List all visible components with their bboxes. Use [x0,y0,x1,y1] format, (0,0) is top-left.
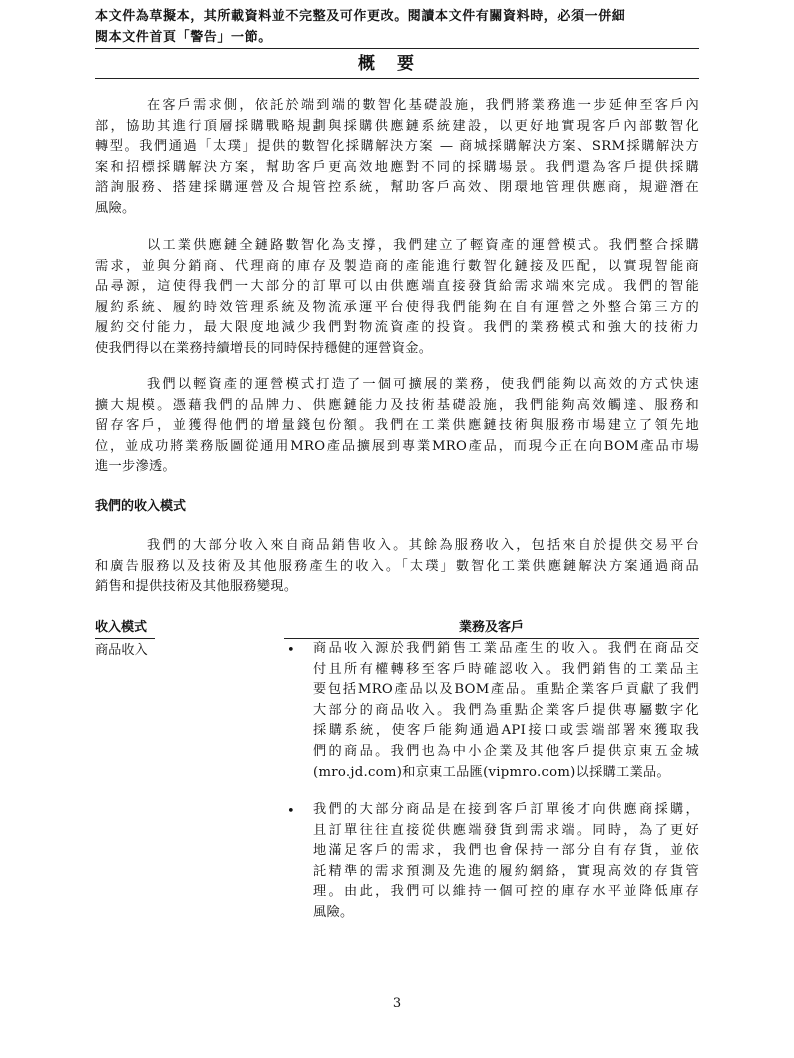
paragraph-line: 以工業供應鏈全鏈路數智化為支撐，我們建立了輕資產的運營模式。我們整合採購 [147,238,699,253]
paragraph-line: 部，協助其進行頂層採購戰略規劃與採購供應鏈系統建設，以更好地實現客戶內部數智化 [95,118,699,134]
bullet-line: 們的商品。我們也為中小企業及其他客戶提供京東五金城 [313,743,699,759]
paragraph-line: 位，並成功將業務版圖從通用MRO產品擴展到專業MRO產品，而現今正在向BOM產品市場 [95,438,699,454]
revenue-model-heading: 我們的收入模式 [95,499,187,514]
row-label-product-revenue: 商品收入 [95,643,148,658]
title-rule-bottom [95,78,699,79]
paragraph-1 [95,96,699,220]
bullet-line: 採購系統，使客戶能夠通過API接口或雲端部署來獲取我 [313,723,699,739]
paragraph-line: 履約交付能力，最大限度地減少我們對物流資產的投資。我們的業務模式和強大的技術力 [95,320,699,336]
draft-warning-banner [95,6,699,48]
bullet-item-2 [313,800,699,924]
paragraph-line: 擴大規模。憑藉我們的品牌力、供應鏈能力及技術基礎設施，我們能夠高效觸達、服務和 [95,397,699,413]
bullet-line: 風險。 [313,904,354,920]
bullet-icon: • [287,643,295,658]
revenue-model-column-header: 收入模式 [95,620,148,635]
bullet-line: 託精準的需求預測及先進的履約網絡，實現高效的存貨管 [313,863,699,879]
page-number: 3 [392,996,402,1011]
revenue-intro-paragraph [95,536,699,598]
paragraph-line: 使我們得以在業務持續增長的同時保持穩健的運營資金。 [95,340,433,356]
bullet-line: 理。由此，我們可以維持一個可控的庫存水平並降低庫存 [313,884,699,900]
bullet-line: 地滿足客戶的需求，我們也會保持一部分自有存貨，並依 [313,843,699,859]
paragraph-line: 留存客戶，並獲得他們的增量錢包份額。我們在工業供應鏈技術與服務市場建立了領先地 [95,418,699,434]
column-header-rule-left [95,638,155,639]
bullet-line: 商品收入源於我們銷售工業品產生的收入。我們在商品交 [313,641,699,656]
paragraph-line: 和廣告服務以及技術及其他服務產生的收入。「太璞」數智化工業供應鏈解決方案通過商品 [95,558,699,574]
bullet-line: 大部分的商品收入。我們為重點企業客戶提供專屬數字化 [313,702,699,718]
paragraph-line: 風險。 [95,200,136,216]
warning-line-1: 本文件為草擬本，其所載資料並不完整及可作更改。閱讀本文件有關資料時，必須一併細 [95,9,626,24]
paragraph-line: 履約系統、履約時效管理系統及物流承運平台使得我們能夠在自有運營之外整合第三方的 [95,299,699,315]
paragraph-3 [95,375,699,478]
paragraph-line: 銷售和提供技術及其他服務變現。 [95,579,298,595]
bullet-icon: • [287,804,295,819]
paragraph-line: 我們以輕資產的運營模式打造了一個可擴展的業務，使我們能夠以高效的方式快速 [147,377,699,392]
paragraph-line: 進一步滲透。 [95,459,176,475]
bullet-item-1 [313,639,699,783]
paragraph-line: 轉型。我們通過「太璞」提供的數智化採購解決方案 — 商城採購解決方案、SRM採購解決方 [95,139,699,155]
paragraph-line: 品尋源，這使得我們一大部分的訂單可以由供應端直接發貨給需求端來完成。我們的智能 [95,279,699,295]
bullet-line: 我們的大部分商品是在接到客戶訂單後才向供應商採購， [313,802,699,817]
warning-line-2: 閱本文件首頁「警告」一節。 [95,30,272,45]
paragraph-line: 需求，並與分銷商、代理商的庫存及製造商的產能進行數智化鏈接及匹配，以實現智能商 [95,258,699,274]
paragraph-line: 在客戶需求側，依託於端到端的數智化基礎設施，我們將業務進一步延伸至客戶內 [147,98,699,113]
business-customers-column-header: 業務及客戶 [458,620,524,635]
bullet-line: (mro.jd.com)和京東工品匯(vipmro.com)以採購工業品。 [313,764,671,780]
paragraph-line: 案和招標採購解決方案，幫助客戶更高效地應對不同的採購場景。我們還為客戶提供採購 [95,159,699,175]
paragraph-2 [95,236,699,360]
bullet-line: 付且所有權轉移至客戶時確認收入。我們銷售的工業品主 [313,661,699,677]
bullet-line: 且訂單往往直接從供應端發貨到需求端。同時，為了更好 [313,822,699,838]
section-title: 概要 [358,54,436,74]
bullet-line: 要包括MRO產品以及BOM產品。重點企業客戶貢獻了我們 [313,682,699,698]
paragraph-line: 我們的大部分收入來自商品銷售收入。其餘為服務收入，包括來自於提供交易平台 [147,538,699,553]
title-rule-top [95,48,699,49]
paragraph-line: 諮詢服務、搭建採購運營及合規管控系統，幫助客戶高效、閉環地管理供應商，規避潛在 [95,180,699,196]
